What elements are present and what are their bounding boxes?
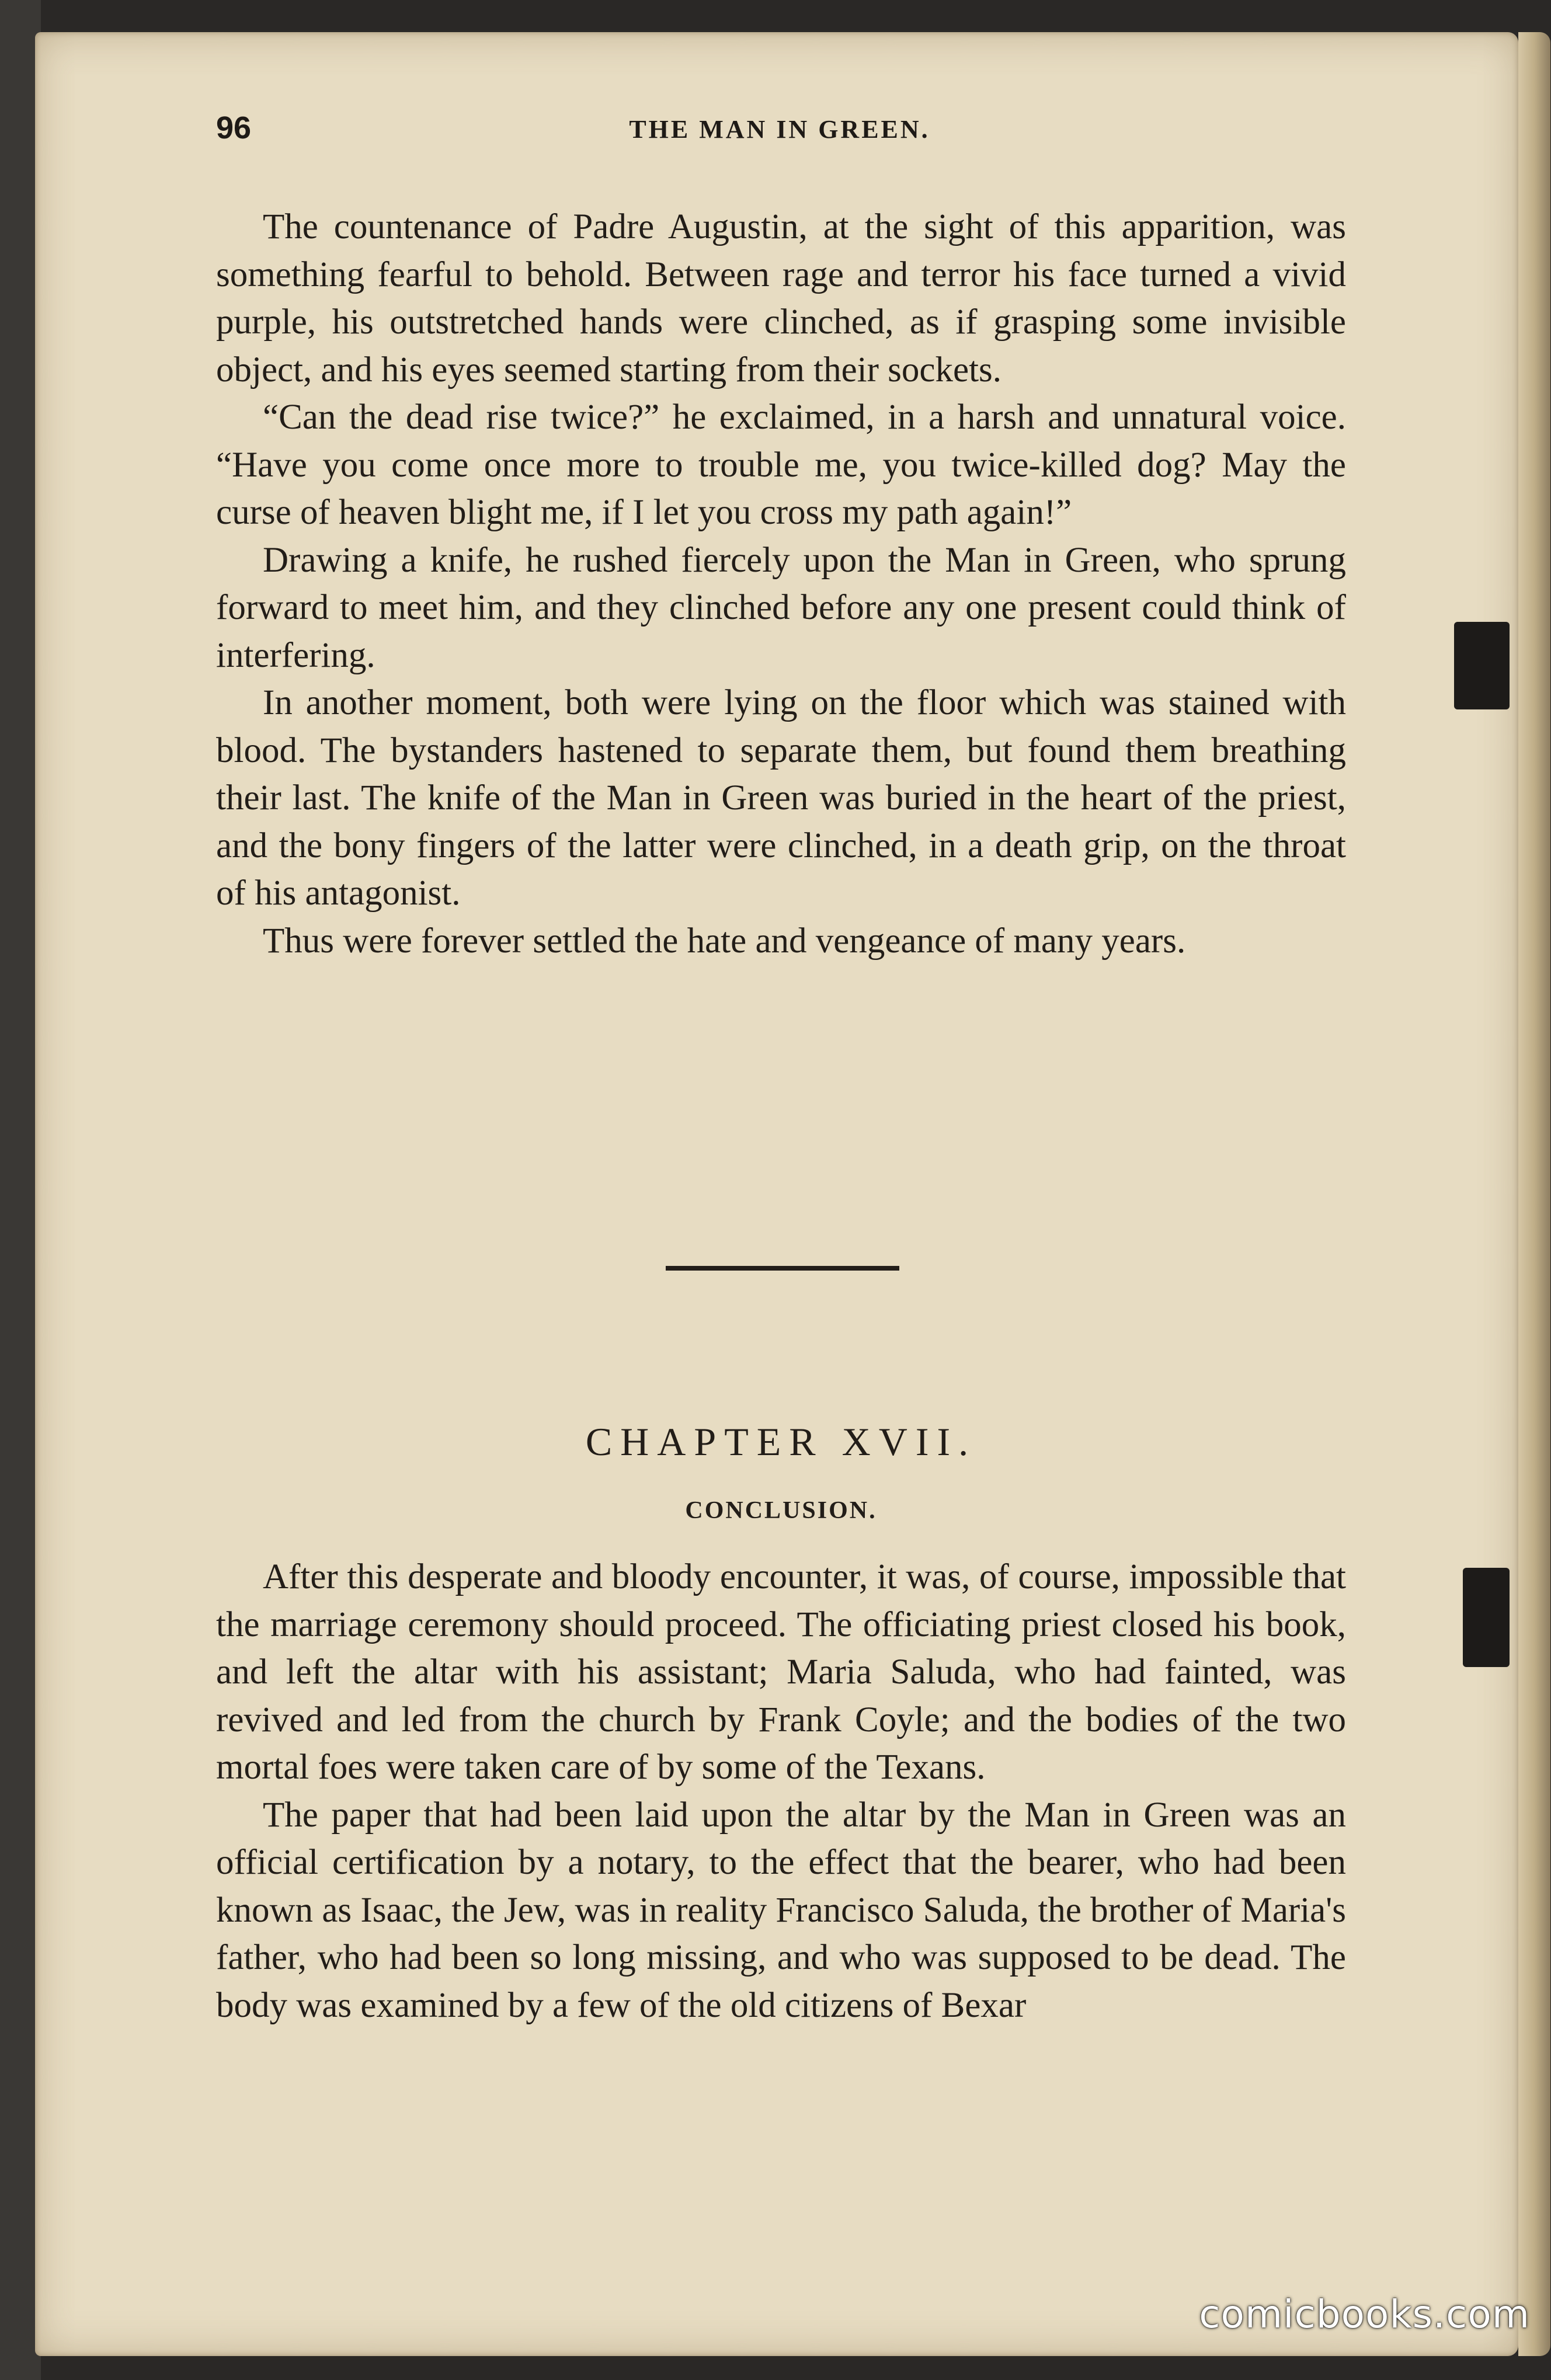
page-number: 96: [216, 110, 252, 145]
paragraph: The paper that had been laid upon the altar by the Man in Green was an official certification by a notary, to the effect that the bearer, who had been known as Isaac, the Jew, was in reality Francisco Saluda, the brother of Maria's father, who had been so long missing, and who was supposed to be dead. The body was examined by a few of the old citizens of Bexar: [216, 1795, 1346, 2025]
watermark: comicbooks.com: [1199, 2292, 1530, 2337]
paragraph: Drawing a knife, he rushed fiercely upon the Man in Green, who sprung forward to meet him, and they clinched before any one present could think of interfering.: [216, 540, 1346, 675]
paragraph: In another moment, both were lying on the floor which was stained with blood. The bystanders hastened to separate them, but found them breathing their last. The knife of the Man in Green was buried in the heart of the priest, and the bony fingers of the latter were clinched, in a death grip, on the throat of his antagonist.: [216, 683, 1346, 913]
binding-mark-upper: [1454, 622, 1510, 709]
text-block-before-chapter: [216, 203, 1346, 965]
paragraph: The countenance of Padre Augustin, at the sight of this apparition, was something fearful to behold. Between rage and terror his face turned a vivid purple, his outstretched hands were clinched, as if grasping some invisible object, and his eyes seemed starting from their sockets.: [216, 207, 1346, 389]
text-block-chapter: [216, 1553, 1346, 2029]
binding-mark-lower: [1463, 1568, 1510, 1667]
running-head: [216, 110, 1343, 156]
paragraph: “Can the dead rise twice?” he exclaimed, in a harsh and unnatural voice. “Have you come once more to trouble me, you twice-killed dog? May the curse of heaven blight me, if I let you cross my path again!”: [216, 398, 1346, 532]
running-title: THE MAN IN GREEN.: [629, 115, 930, 144]
chapter-title: CHAPTER XVII.: [585, 1419, 977, 1464]
paragraph: After this desperate and bloody encounter, it was, of course, impossible that the marriage ceremony should proceed. The officiating priest closed his book, and left the altar with his assistant; Maria Saluda, who had fainted, was revived and led from the church by Frank Coyle; and the bodies of the two mortal foes were taken care of by some of the Texans.: [216, 1557, 1346, 1787]
section-rule: [666, 1266, 899, 1271]
paragraph: Thus were forever settled the hate and vengeance of many years.: [263, 921, 1186, 961]
chapter-subtitle: CONCLUSION.: [685, 1497, 877, 1524]
page-edge: [1518, 32, 1550, 2356]
